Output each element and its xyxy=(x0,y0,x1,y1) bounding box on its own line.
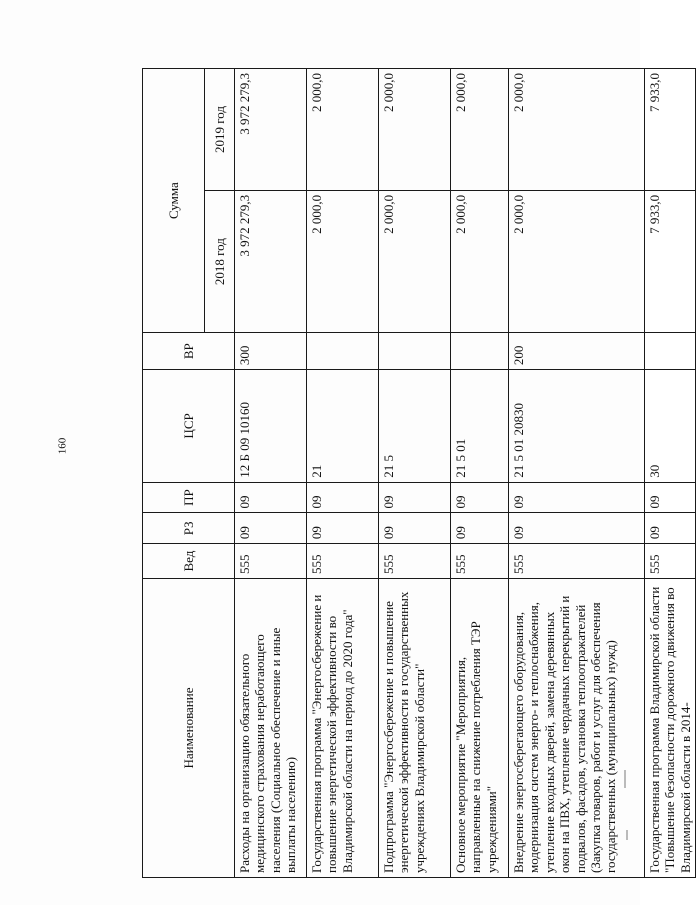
row-csr: 21 5 01 20830 xyxy=(509,370,645,483)
row-name: Основное мероприятие "Мероприятия, направленные на снижение потребления ТЭР учреждениями" xyxy=(451,578,509,877)
row-2018: 2 000,0 xyxy=(451,190,509,332)
row-vr: 200 xyxy=(509,333,645,370)
row-ved: 555 xyxy=(509,544,645,579)
row-2018: 3 972 279,3 xyxy=(235,190,307,332)
header-2018: 2018 год xyxy=(205,190,235,332)
header-ved: Вед xyxy=(143,544,235,579)
row-2019: 3 972 279,3 xyxy=(235,69,307,191)
row-csr: 21 5 01 xyxy=(451,370,509,483)
row-2018: 2 000,0 xyxy=(307,190,379,332)
table-row xyxy=(235,69,307,878)
row-pr: 09 xyxy=(235,482,307,513)
table-row xyxy=(645,69,696,878)
header-name: Наименование xyxy=(143,578,235,877)
row-vr: 300 xyxy=(235,333,307,370)
row-vr xyxy=(307,333,379,370)
row-pr: 09 xyxy=(451,482,509,513)
row-2018: 7 933,0 xyxy=(645,190,696,332)
row-pr: 09 xyxy=(379,482,451,513)
row-2019: 2 000,0 xyxy=(379,69,451,191)
row-2019: 2 000,0 xyxy=(451,69,509,191)
table-row xyxy=(451,69,509,878)
row-2019: 2 000,0 xyxy=(307,69,379,191)
row-ved: 555 xyxy=(379,544,451,579)
row-rz: 09 xyxy=(235,513,307,544)
header-csr: ЦСР xyxy=(143,370,235,483)
row-ved: 555 xyxy=(451,544,509,579)
row-rz: 09 xyxy=(451,513,509,544)
header-2019: 2019 год xyxy=(205,69,235,191)
row-rz: 09 xyxy=(307,513,379,544)
row-pr: 09 xyxy=(509,482,645,513)
budget-table xyxy=(142,68,696,878)
header-rz: РЗ xyxy=(143,513,235,544)
row-2018: 2 000,0 xyxy=(379,190,451,332)
rotated-table-block xyxy=(142,68,693,878)
row-vr xyxy=(645,333,696,370)
row-vr xyxy=(379,333,451,370)
row-name: Подпрограмма "Энергосбережение и повышение энергетической эффективности в государственных учреждениях Владимирской области" xyxy=(379,578,451,877)
header-sum: Сумма xyxy=(143,69,205,333)
row-pr: 09 xyxy=(645,482,696,513)
row-2019: 2 000,0 xyxy=(509,69,645,191)
row-csr: 30 xyxy=(645,370,696,483)
row-ved: 555 xyxy=(645,544,696,579)
row-rz: 09 xyxy=(509,513,645,544)
row-name: Государственная программа Владимирской области "Повышение безопасности дорожного движения во Владимирской области в 2014- xyxy=(645,578,696,877)
row-2018: 2 000,0 xyxy=(509,190,645,332)
row-name: Внедрение энергосберегающего оборудования, модернизация систем энерго- и теплоснабжения, утепление входных дверей, замена деревянных окон на ПВХ, утепление чердачных перекрытий и подвалов, фасадов, установка теплоотражателей (Закупка товаров, работ и услуг для обеспечения государственных (муниципальных) нужд) xyxy=(509,578,645,877)
row-csr: 12 Б 09 10160 xyxy=(235,370,307,483)
header-pr: ПР xyxy=(143,482,235,513)
table-row xyxy=(379,69,451,878)
row-ved: 555 xyxy=(307,544,379,579)
scan-artifact xyxy=(624,770,626,788)
row-csr: 21 5 xyxy=(379,370,451,483)
scan-artifact xyxy=(626,830,628,840)
header-vr: ВР xyxy=(143,333,235,370)
row-2019: 7 933,0 xyxy=(645,69,696,191)
row-name: Государственная программа "Энергосбережение и повышение энергетической эффективности во Владимирской области на период до 2020 года" xyxy=(307,578,379,877)
row-rz: 09 xyxy=(379,513,451,544)
row-csr: 21 xyxy=(307,370,379,483)
row-ved: 555 xyxy=(235,544,307,579)
header-row xyxy=(143,69,205,878)
row-rz: 09 xyxy=(645,513,696,544)
table-row xyxy=(509,69,645,878)
page-number: 160 xyxy=(56,437,69,455)
row-name: Расходы на организацию обязательного медицинского страхования неработающего населения (Социальное обеспечение и иные выплаты населению) xyxy=(235,578,307,877)
table-row xyxy=(307,69,379,878)
row-vr xyxy=(451,333,509,370)
row-pr: 09 xyxy=(307,482,379,513)
